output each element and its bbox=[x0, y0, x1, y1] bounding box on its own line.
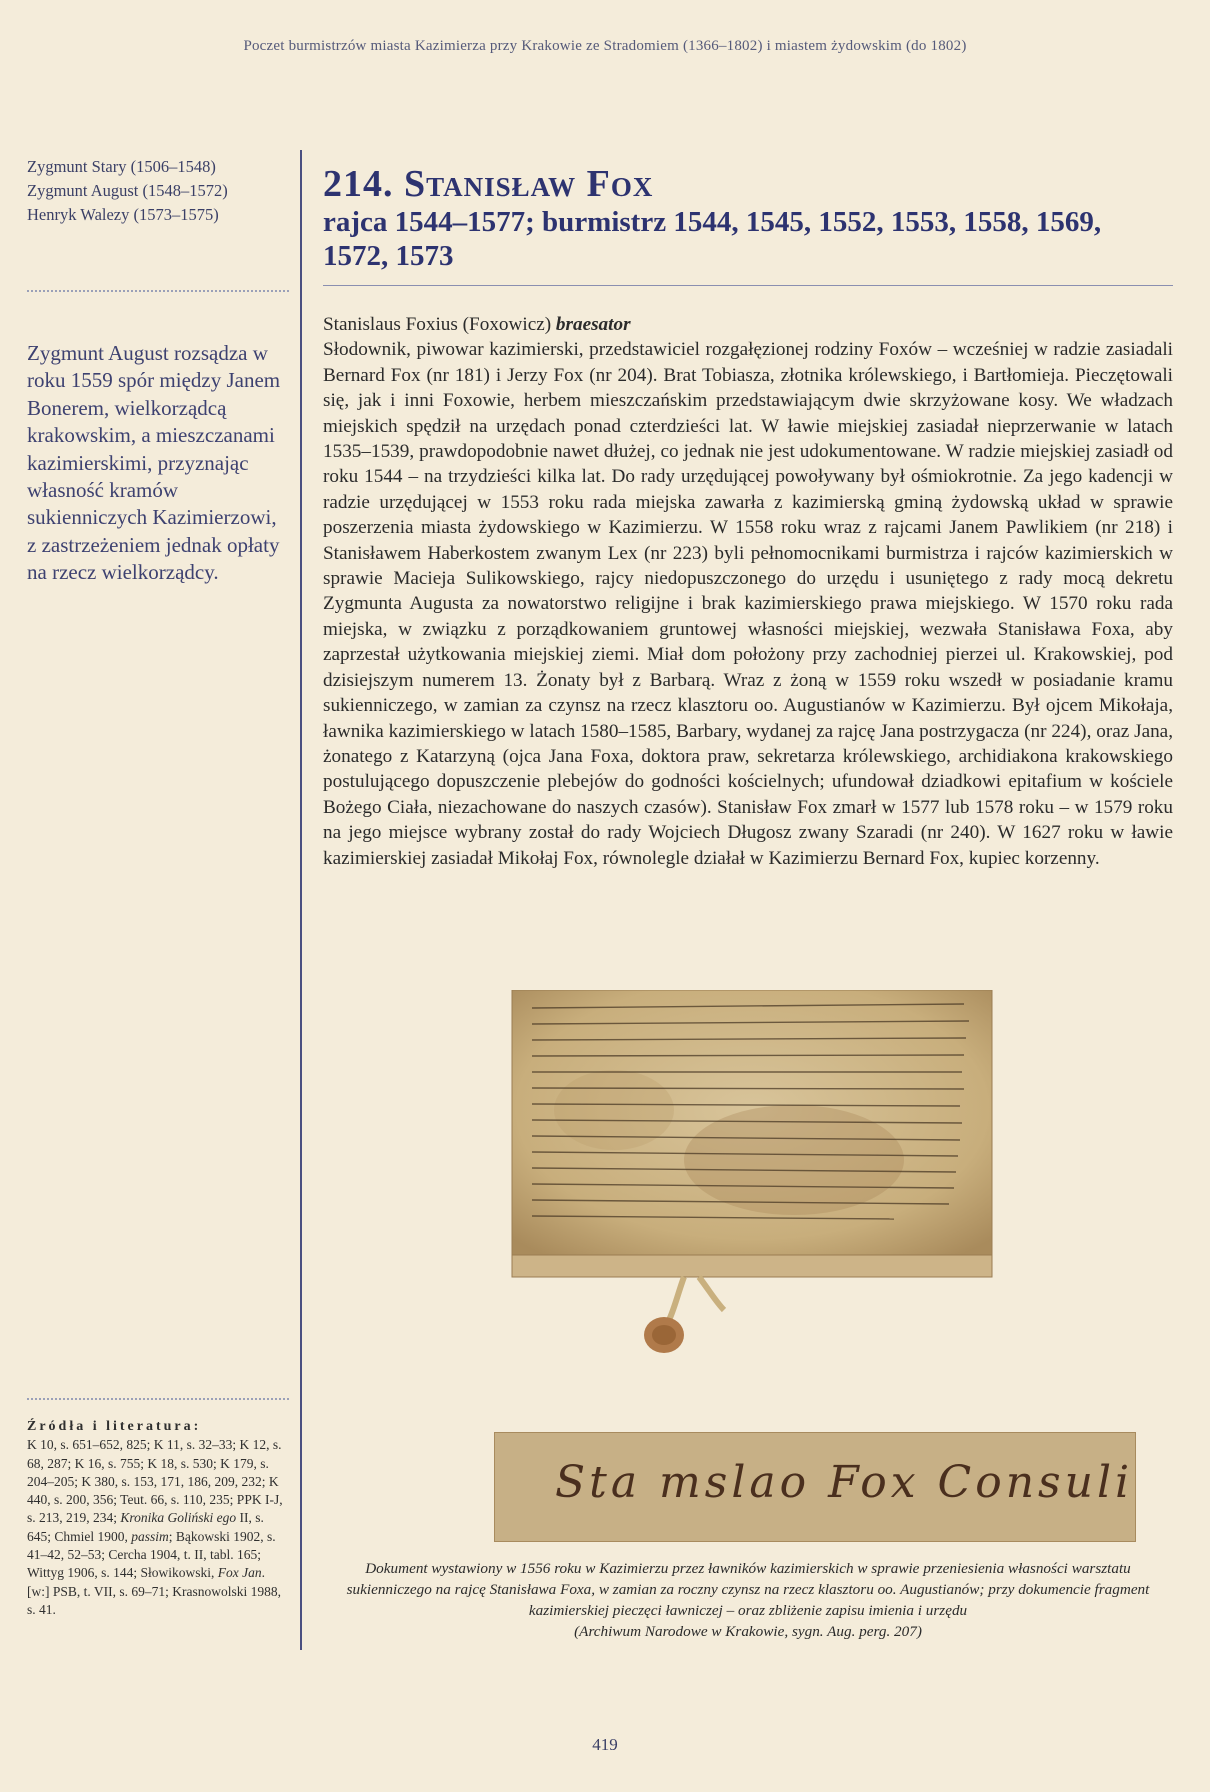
document-photo bbox=[494, 990, 1014, 1410]
sources-heading: Źródła i literatura: bbox=[27, 1419, 202, 1434]
figure-caption bbox=[323, 1558, 1173, 1642]
entry-number: 214. bbox=[323, 163, 394, 205]
entry-offices: rajca 1544–1577; burmistrz 1544, 1545, 1552, 1553, 1558, 1569, 1572, 1573 bbox=[323, 206, 1102, 272]
entry-name: Stanisław Fox bbox=[404, 163, 654, 205]
ruler-2: Zygmunt August (1548–1572) bbox=[27, 181, 228, 200]
title-rule bbox=[323, 285, 1173, 286]
sources-divider bbox=[27, 1398, 289, 1400]
caption-source: (Archiwum Narodowe w Krakowie, sygn. Aug. perg. 207) bbox=[574, 1623, 922, 1640]
entry-title bbox=[323, 162, 1173, 206]
sources bbox=[27, 1418, 289, 1619]
ruler-1: Zygmunt Stary (1506–1548) bbox=[27, 157, 216, 176]
caption-main: Dokument wystawiony w 1556 roku w Kazimierzu przez ławników kazimierskich w sprawie przeniesienia własności warsztatu sukienniczego na rajcę Stanisława Foxa, w zamian za roczny czynsz na rzecz klasztoru oo. Augustianów; przy dokumencie fragment kazimierskiej pieczęci ławniczej – oraz zbliżenie zapisu imienia i urzędu bbox=[346, 1560, 1150, 1619]
column-rule bbox=[300, 150, 302, 1650]
latin-name-line: Stanislaus Foxius (Foxowicz) braesator bbox=[323, 314, 631, 335]
sources-list: K 10, s. 651–652, 825; K 11, s. 32–33; K 12, s. 68, 287; K 16, s. 755; K 18, s. 530; K 179, s. 204–205; K 380, s. 153, 171, 186, 209, 232; K 440, s. 200, 356; Teut. 66, s. 110, 235; PPK I-J, s. 213, 219, 234; Kronika Goliński ego II, s. 645; Chmiel 1900, passim; Bąkowski 1902, s. 41–42, 52–53; Cercha 1904, t. II, tabl. 165; Wittyg 1906, s. 144; Słowikowski, Fox Jan. [w:] PSB, t. VII, s. 69–71; Krasnowolski 1988, s. 41. bbox=[27, 1437, 283, 1617]
signature-closeup bbox=[494, 1432, 1136, 1542]
signature-text: Sta mslao Fox Consuli bbox=[555, 1457, 1134, 1508]
sidebar-note: Zygmunt August rozsądza w roku 1559 spór między Janem Bonerem, wielkorządcą krakowskim, a mieszczanami kazimierskimi, przyznając własność kramów sukienniczych Kazimierzowi, z zastrzeżeniem jednak opłaty na rzecz wielkorządcy. bbox=[27, 341, 281, 585]
running-head: Poczet burmistrzów miasta Kazimierza przy Krakowie ze Stradomiem (1366–1802) i miastem żydowskim (do 1802) bbox=[243, 38, 967, 54]
ruler-3: Henryk Walezy (1573–1575) bbox=[27, 205, 219, 224]
page-number: 419 bbox=[592, 1735, 618, 1754]
sidebar-divider bbox=[27, 290, 289, 292]
sidebar-rulers bbox=[27, 155, 289, 227]
biography-text: Słodownik, piwowar kazimierski, przedstawiciel rozgałęzionej rodziny Foxów – wcześniej w radzie zasiadali Bernard Fox (nr 181) i Jerzy Fox (nr 204). Brat Tobiasza, złotnika królewskiego, i Bartłomieja. Pieczętowali się, jak i inni Foxowie, herbem mieszczańskim przedstawiającym dwie skrzyżowane kosy. We władzach miejskich spędził na urzędach ponad czterdzieści lat. W ławie miejskiej zasiadał nieprzerwanie w latach 1535–1539, prawdopodobnie nawet dłużej, co jednak nie jest udokumentowane. W radzie miejskiej zasiadł od roku 1544 – na trzydzieści kilka lat. Do rady urzędującej powoływany był ośmiokrotnie. Za jego kadencji w radzie urzędującej w 1553 roku rada miejska zawarła z kazimierską gminą żydowską układ w sprawie poszerzenia miasta żydowskiego w Kazimierzu. W 1558 roku wraz z rajcami Janem Pawlikiem (nr 218) i Stanisławem Haberkostem zwanym Lex (nr 223) byli pełnomocnikami burmistrza i rajców kazimierskich w sprawie Macieja Sulikowskiego, rajcy niedopuszczonego do urzędu i usuniętego z rady mocą dekretu Zygmunta Augusta za nowatorstwo religijne i brak kazimierskiego prawa miejskiego. W 1570 roku rada miejska, w związku z porządkowaniem gruntowej własności miejskiej, wezwała Stanisława Foxa, aby zaprzestał użytkowania miejskiej ziemi. Miał dom położony przy zachodniej pierzei ul. Krakowskiej, pod dzisiejszym numerem 13. Żonaty był z Barbarą. Wraz z żoną w 1559 roku wszedł w posiadanie kramu sukienniczego, w zamian za czynsz na rzecz klasztoru oo. Augustianów w Kazimierzu. Był ojcem Mikołaja, ławnika kazimierskiego w latach 1580–1585, Barbary, wydanej za rajcę Jana postrzygacza (nr 224), oraz Jana, żonatego z Katarzyną (ojca Jana Foxa, doktora praw, sekretarza królewskiego, archidiakona krakowskiego postulującego dopuszczenie plebejów do godności kościelnych; ufundował dziadkowi epitafium w kościele Bożego Ciała, niezachowane do naszych czasów). Stanisław Fox zmarł w 1577 lub 1578 roku – w 1579 roku na jego miejsce wybrany został do rady Wojciech Długosz zwany Szaradi (nr 240). W 1627 roku w ławie kazimierskiej zasiadał Mikołaj Fox, równolegle działał w Kazimierzu Bernard Fox, kupiec korzenny. bbox=[323, 339, 1173, 869]
entry-body bbox=[323, 312, 1173, 871]
